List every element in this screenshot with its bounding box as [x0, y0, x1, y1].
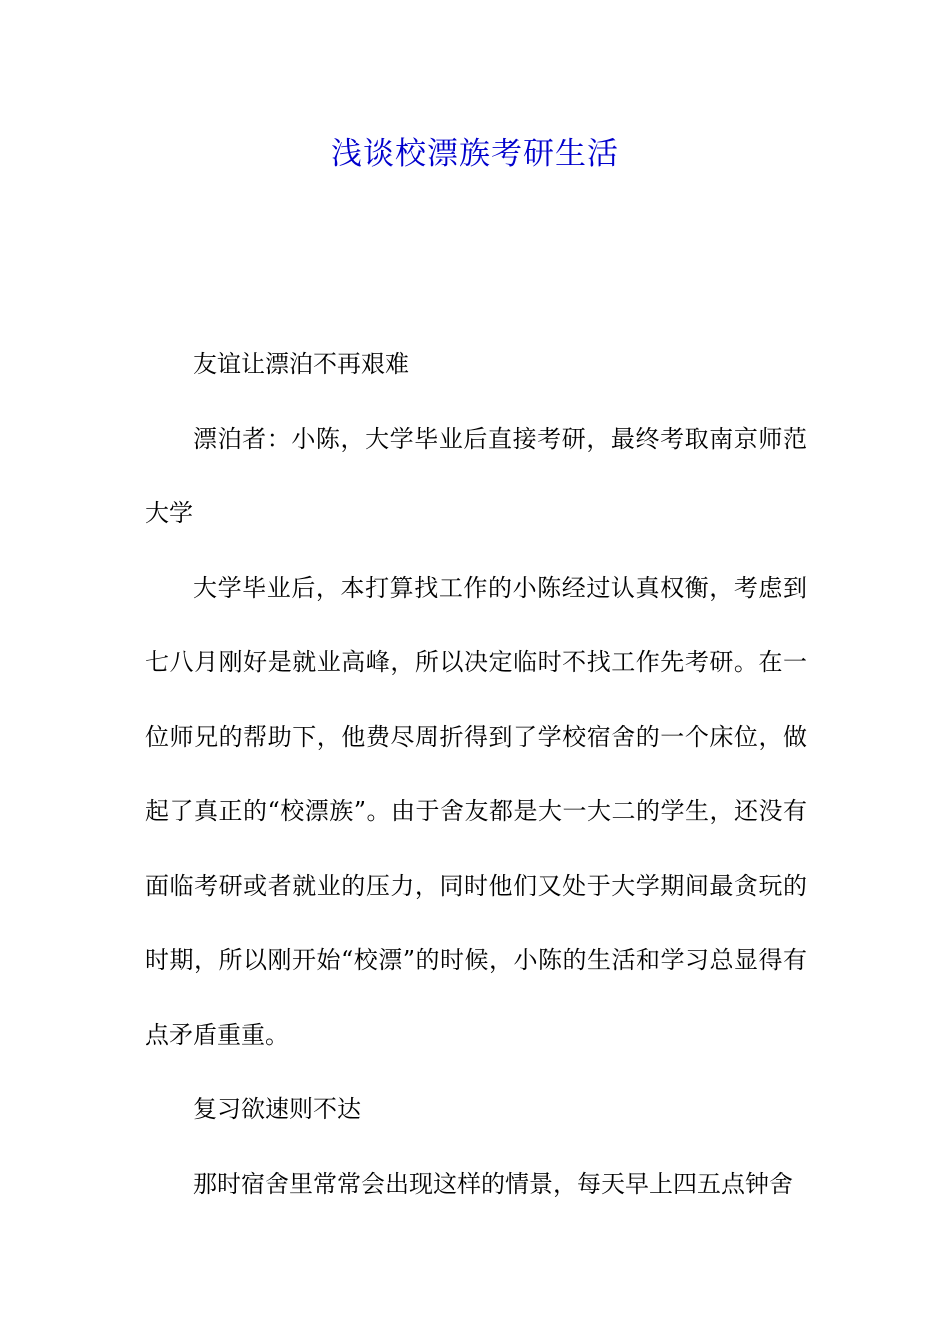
paragraph-drifter-intro: 漂泊者：小陈，大学毕业后直接考研，最终考取南京师范大学	[145, 424, 807, 527]
section-heading-review: 复习欲速则不达	[193, 1095, 361, 1123]
section-heading-friendship: 友谊让漂泊不再艰难	[193, 350, 409, 378]
document-title: 浅谈校漂族考研生活	[331, 136, 619, 172]
paragraph-story: 大学毕业后，本打算找工作的小陈经过认真权衡，考虑到七八月刚好是就业高峰，所以决定临时不找工作先考研。在一位师兄的帮助下，他费尽周折得到了学校宿舍的一个床位，做起了真正的“校漂族”。由于舍友都是大一大二的学生，还没有面临考研或者就业的压力，同时他们又处于大学期间最贪玩的时期，所以刚开始“校漂”的时候，小陈的生活和学习总显得有点矛盾重重。	[145, 573, 807, 1049]
document-body	[145, 327, 807, 1221]
paragraph-dorm-scene: 那时宿舍里常常会出现这样的情景，每天早上四五点钟舍	[193, 1169, 793, 1198]
